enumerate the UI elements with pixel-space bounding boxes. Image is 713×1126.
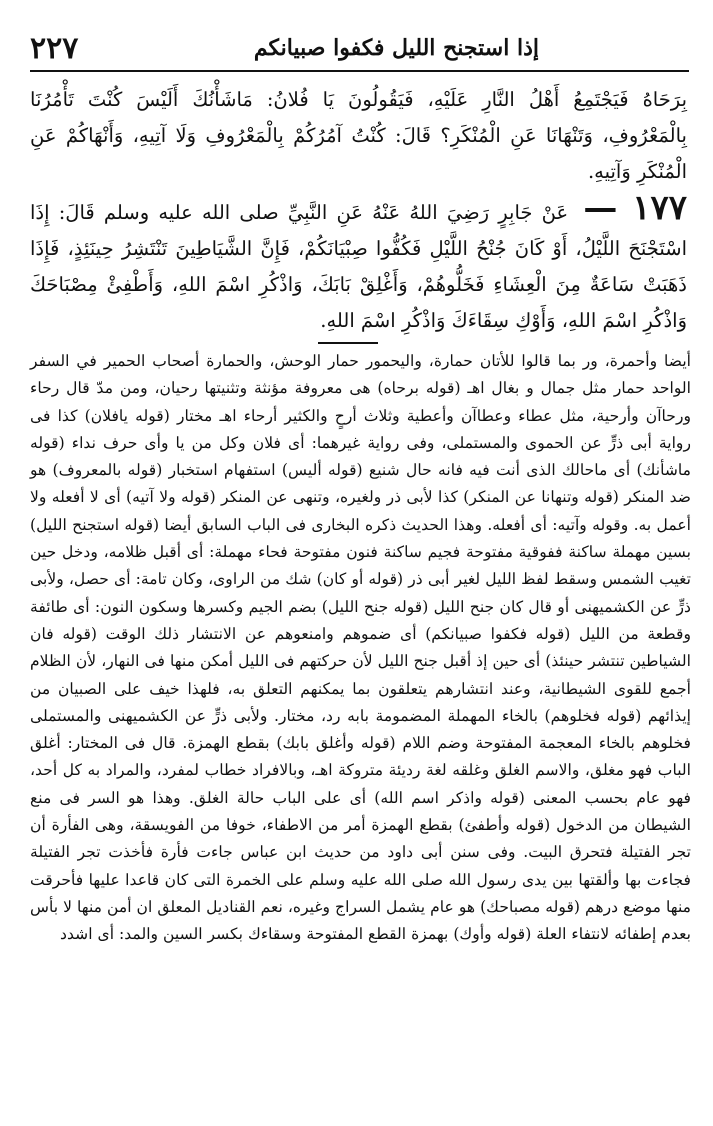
hadith-number: ١٧٧ —	[583, 188, 687, 228]
section-divider	[318, 342, 378, 344]
hadith-body: عَنْ جَابِرٍ رَضِيَ اللهُ عَنْهُ عَنِ النَّبِيِّ صلى الله عليه وسلم قَالَ: إِذَا اسْتَجْنَحَ اللَّيْلُ، أَوْ كَانَ جُنْحُ اللَّيْلِ فَكُفُّوا صِبْيَانَكُمْ، فَإِنَّ الشَّيَاطِينَ تَنْتَشِرُ حِينَئِذٍ، فَإِذَا ذَهَبَتْ سَاعَةٌ مِنَ الْعِشَاءِ فَخَلُّوهُمْ، وَأَغْلِقْ بَابَكَ، وَاذْكُرِ اسْمَ اللهِ، وَأَطْفِئْ مِصْبَاحَكَ وَاذْكُرِ اسْمَ اللهِ، وَأَوْكِ سِقَاءَكَ وَاذْكُرِ اسْمَ اللهِ.	[30, 201, 687, 332]
hadith-paragraph	[30, 190, 687, 339]
running-title: إذا استجنح الليل فكفوا صبيانكم	[253, 35, 539, 61]
commentary-paragraph: أيضا وأحمرة، ور بما قالوا للأتان حمارة، واليحمور حمار الوحش، والحمارة أصحاب الحمير في السفر الواحد حمار مثل جمال و بغال اهـ (قوله برحاه) هى معروفة مؤنثة وتثنيتها رحيان، ومن مدّ قال رحاء ورحاآن وأرحية، مثل عطاء وعطاآن وأعطية وثلاث أرحٍ والكثير أرحاء اهـ مختار (قوله يافلان) كذا فى رواية أبى ذرٍّ عن الحموى والمستملى، وفى رواية غيرهما: أى فلان وكل من يا وأى حرف نداء (قوله ماشأنك) أى ماحالك الذى أنت فيه فانه حال شنيع (قوله أليس) استفهام استخبار (قوله بالمعروف) هو ضد المنكر (قوله وتنهانا عن المنكر) كذا لأبى ذر ولغيره، وتنهى عن المنكر (قوله ولا آتيه) أى لا أفعله ولا أعمل به. وقوله وآتيه: أى أفعله. وهذا الحديث ذكره البخارى فى الباب السابق أيضا (قوله استجنح الليل) بسين مهملة ساكنة ففوقية مفتوحة فجيم ساكنة فنون مفتوحة فحاء مهملة: أى أقبل ظلامه، ودخل حين تغيب الشمس وسقط لفظ الليل لغير أبى ذر (قوله أو كان) شك من الراوى، وكان تامة: أى حصل، ولأبى ذرٍّ عن الكشميهنى أو قال كان جنح الليل (قوله جنح الليل) بضم الجيم وكسرها وسكون النون: أى طائفة وقطعة من الليل (قوله فكفوا صبيانكم) أى ضموهم وامنعوهم عن الانتشار ذلك الوقت (قوله فان الشياطين تنتشر حينئذ) أى حين إذ أقبل جنح الليل لأن حركتهم فى الليل أمكن منها فى النهار، لأن الظلام أجمع للقوى الشيطانية، وعند انتشارهم يتعلقون بما يمكنهم التعلق به، فلهذا خيف على الصبيان من إيذائهم (قوله فخلوهم) بالخاء المهملة المضمومة بابه رد، مختار. ولأبى ذرٍّ عن الكشميهنى والمستملى فخلوهم بالخاء المعجمة المفتوحة وضم اللام (قوله وأغلق بابك) بقطع الهمزة. قال فى المختار: أغلق الباب فهو مغلق، والاسم الغلق وغلقه لغة رديئة متروكة اهـ، وبالافراد خطاب لمفرد، والمراد به كل أحد، فهو عام بحسب المعنى (قوله واذكر اسم الله) أى على الباب حالة الغلق. وهذا هو السر فى منع الشيطان من الدخول (قوله وأطفئ) بقطع الهمزة أمر من الاطفاء، خوفا من الفويسقة، وهى الفأرة أن تجر الفتيلة فتحرق البيت. وفى سنن أبى داود من حديث ابن عباس جاءت فأرة فأخذت تجر الفتيلة فجاءت بها وألقتها بين يدى رسول الله صلى الله عليه وسلم على الخمرة التى كان قاعدا عليها فأحرقت منها موضع درهم (قوله مصباحك) هو عام يشمل السراج وغيره، نعم القناديل المعلق ان أمن منها لا بأس بعدم إطفائه لانتفاء العلة (قوله وأوك) بهمزة القطع المفتوحة وسقاءك بكسر السين والمد: أى اشدد	[30, 352, 691, 944]
hadith-continuation: بِرَحَاهُ فَيَجْتَمِعُ أَهْلُ النَّارِ عَلَيْهِ، فَيَقُولُونَ يَا فُلانُ: مَاشَأْنُكَ أَلَيْسَ كُنْتَ تَأْمُرُنَا بِالْمَعْرُوفِ، وَتَنْهَانَا عَنِ الْمُنْكَرِ؟ قَالَ: كُنْتُ آمُرُكُمْ بِالْمَعْرُوفِ وَلَا آتِيهِ، وَأَنْهَاكُمْ عَنِ الْمُنْكَرِ وَآتِيهِ.	[30, 88, 687, 183]
running-header	[30, 26, 689, 72]
commentary-block	[30, 348, 691, 949]
hadith-text-block	[30, 82, 687, 339]
page-number: ٢٢٧	[30, 30, 79, 66]
